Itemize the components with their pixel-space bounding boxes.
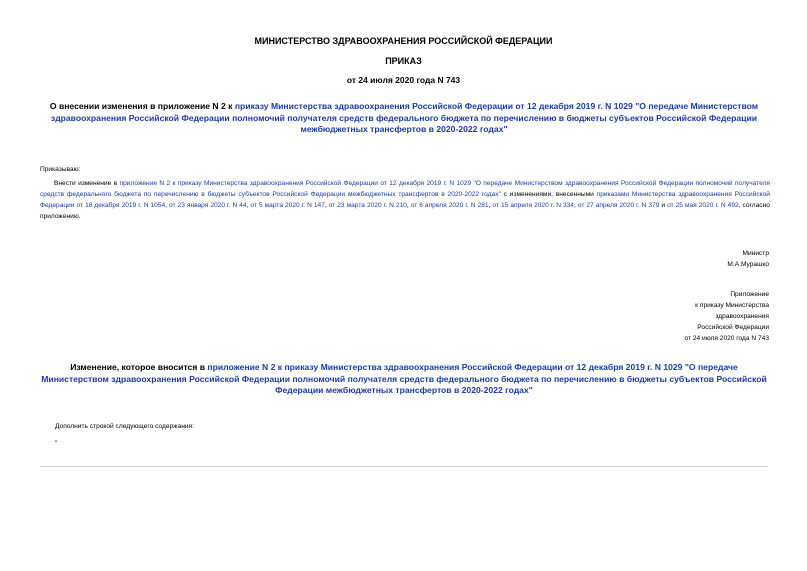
body-label: Приказываю:	[40, 166, 81, 173]
change-title	[40, 362, 768, 397]
body-text-7: ,	[488, 202, 493, 209]
doc-type-heading: ПРИКАЗ	[385, 56, 422, 66]
appendix-block	[685, 289, 770, 344]
body-text-2: с изменениями, внесенными	[500, 191, 597, 198]
body-link-order-44[interactable]: от 23 января 2020 г. N 44	[168, 202, 247, 209]
body-link-order-281[interactable]: от 6 апреля 2020 г. N 281	[410, 202, 489, 209]
bottom-divider	[40, 466, 768, 467]
appendix-line-2: к приказу Министерства	[695, 302, 769, 309]
date-number-heading: от 24 июля 2020 года N 743	[346, 75, 461, 85]
order-title-prefix: О внесении изменения в приложение N 2 к	[49, 101, 235, 111]
body-link-appendix[interactable]: приложение N 2 к приказу Министерства здравоохранения Российской Федерации от 12 декабря 2019 г. N 1029 "О передаче Министерством здравоохранения Российской Федерации полномочий получателя средств федерального бюджета по перечислению в бюджеты субъектов Российской Федерации межбюджетных трансфертов в 2020-2022 годах"	[40, 180, 770, 198]
body-link-order-147[interactable]: от 5 марта 2020 г. N 147	[250, 202, 325, 209]
body-text-1: Внести изменение в	[54, 180, 120, 187]
body-text-8: ,	[573, 202, 578, 209]
addition-text: Дополнить строкой следующего содержания:	[55, 423, 194, 430]
body-link-order-210[interactable]: от 23 марта 2020 г. N 210	[328, 202, 407, 209]
body-paragraph	[40, 178, 770, 222]
ministry-heading: МИНИСТЕРСТВО ЗДРАВООХРАНЕНИЯ РОССИЙСКОЙ ФЕДЕРАЦИИ	[254, 36, 553, 46]
order-title-link[interactable]: приказу Министерства здравоохранения Российской Федерации от 12 декабря 2019 г. N 1029 "О передаче Министерством здравоохранения Российской Федерации полномочий получателя средств федерального бюджета по перечислению в бюджеты субъектов Российской Федерации межбюджетных трансфертов в 2020-2022 годах"	[50, 101, 759, 134]
body-text-6: ,	[406, 202, 411, 209]
body-text-10: , согласно приложению.	[40, 202, 770, 220]
body-text-5: ,	[324, 202, 329, 209]
body-text-3: ,	[165, 202, 169, 209]
addition-quote: "	[55, 440, 58, 447]
signature-name: М.А.Мурашко	[727, 261, 769, 268]
body-text-4: ,	[246, 202, 251, 209]
body-link-order-379[interactable]: от 27 апреля 2020 г. N 379	[577, 202, 660, 209]
appendix-line-5: от 24 июля 2020 года N 743	[684, 335, 769, 342]
appendix-line-4: Российской Федерации	[697, 324, 769, 331]
body-link-order-492[interactable]: от 25 мая 2020 г. N 492	[667, 202, 739, 209]
signature-position: Министр	[742, 250, 769, 257]
body-link-order-334[interactable]: от 15 апреля 2020 г. N 334	[492, 202, 574, 209]
body-link-order-1054[interactable]: приказами Министерства здравоохранения Российской Федерации от 18 декабря 2019 г. N 1054	[40, 191, 770, 209]
order-title	[40, 101, 768, 136]
appendix-line-1: Приложение	[730, 291, 769, 298]
change-title-link[interactable]: приложение N 2 к приказу Министерства здравоохранения Российской Федерации от 12 декабря 2019 г. N 1029 "О передаче Министерством здравоохранения Российской Федерации полномочий получателя средств федерального бюджета по перечислению в бюджеты субъектов Российской Федерации межбюджетных трансфертов в 2020-2022 годах"	[41, 362, 767, 395]
body-text-9: и	[659, 202, 668, 209]
change-title-prefix: Изменение, которое вносится в	[70, 362, 208, 372]
signature-block	[727, 248, 769, 270]
appendix-line-3: здравоохранения	[715, 313, 769, 320]
